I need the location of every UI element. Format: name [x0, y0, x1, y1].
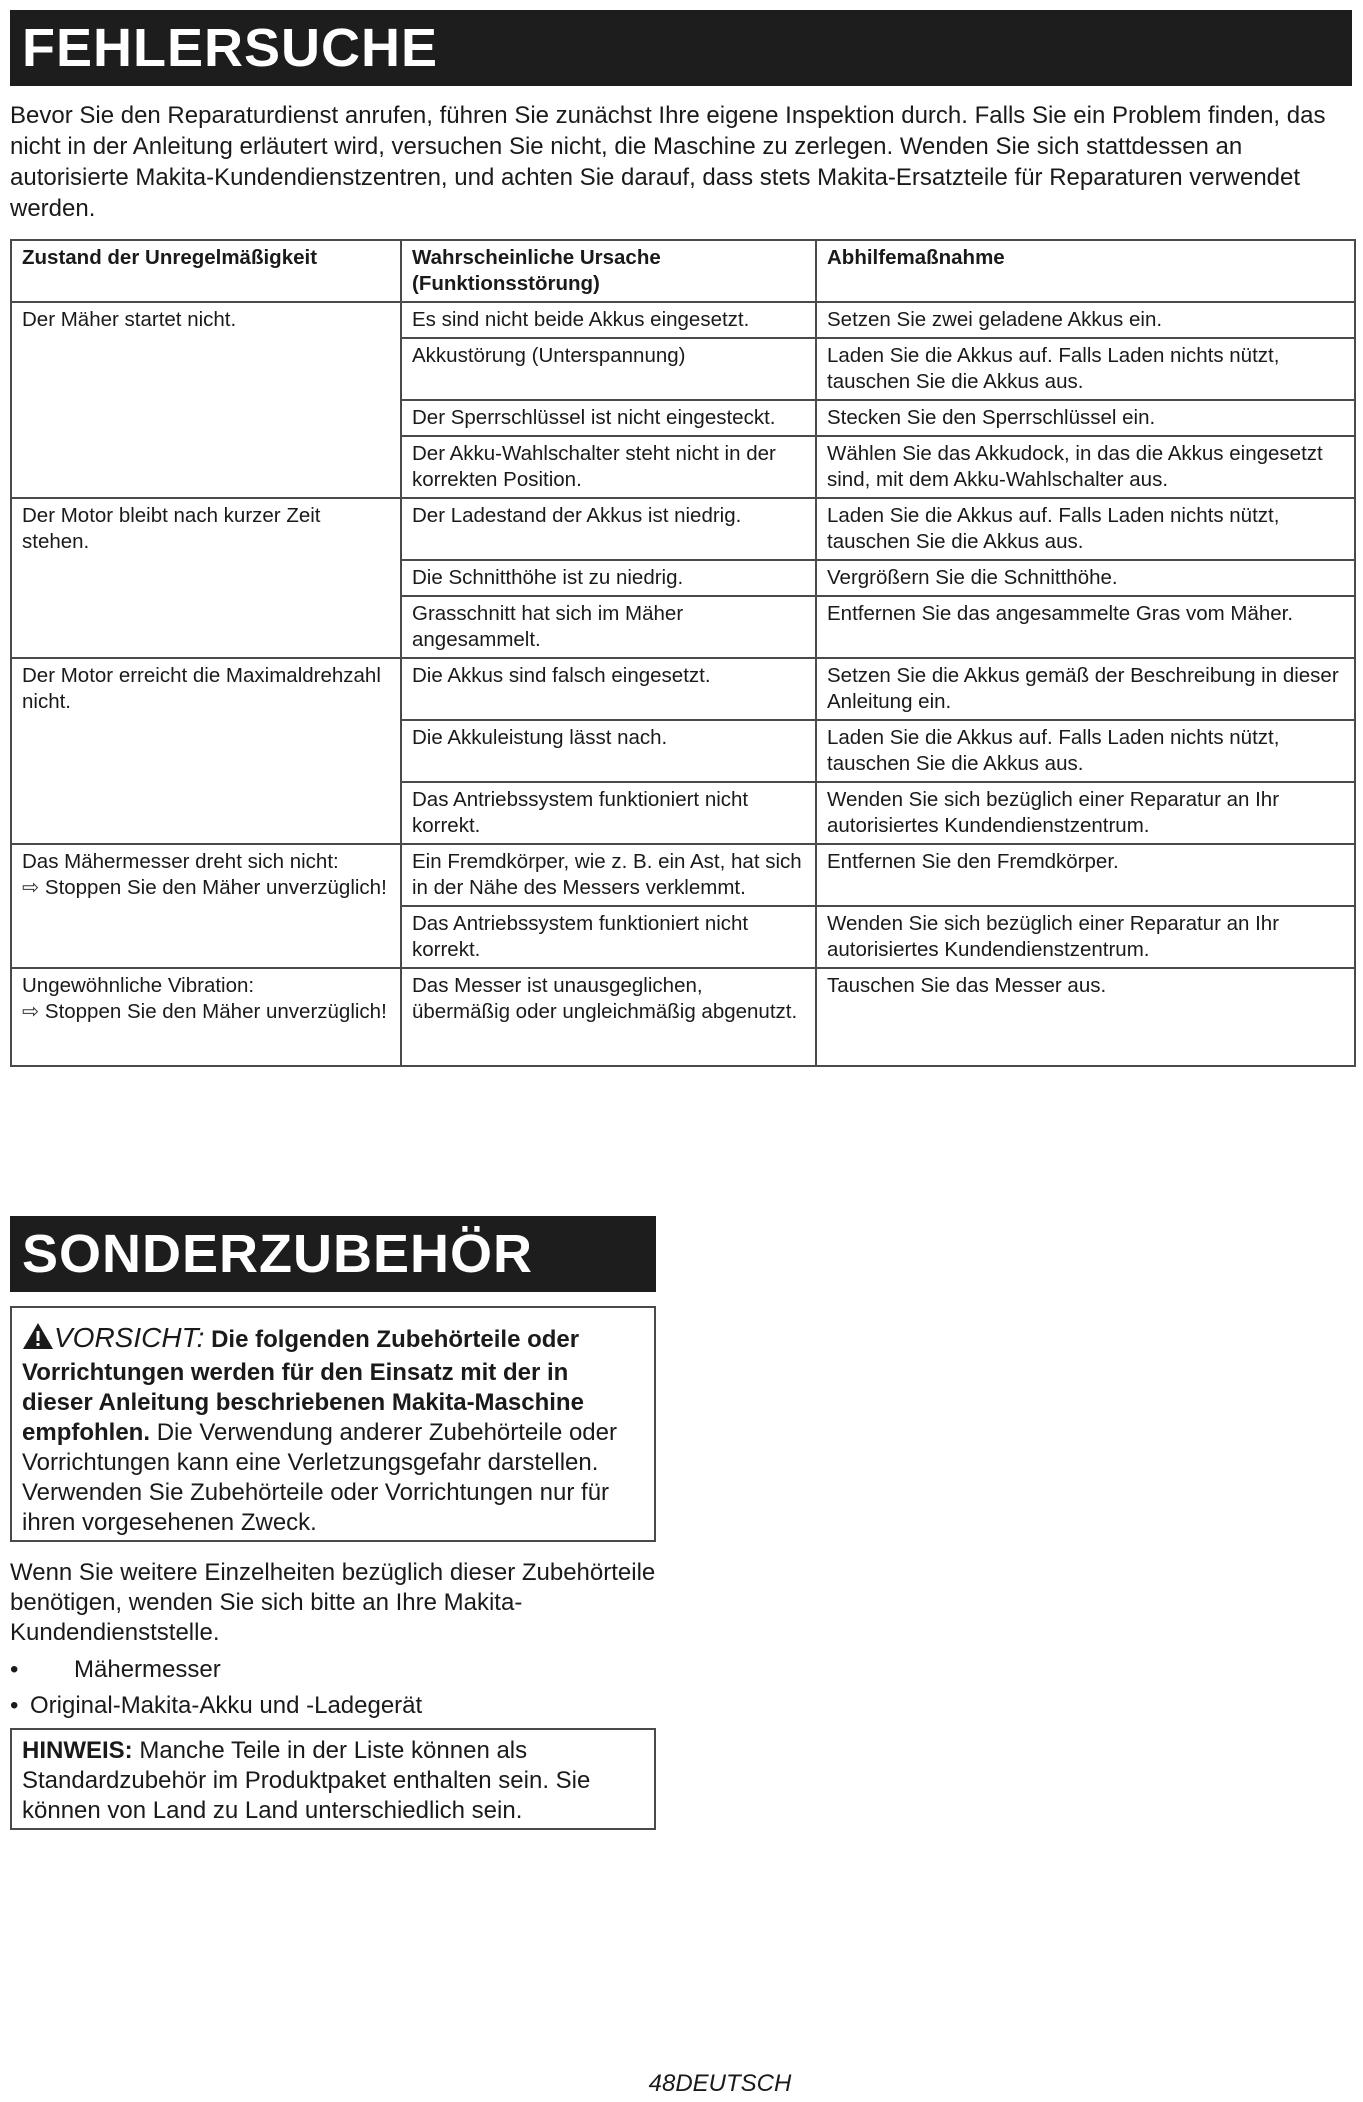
cell-cause: Das Antriebssystem funktioniert nicht korrekt.	[401, 906, 816, 968]
cell-cause: Grasschnitt hat sich im Mäher angesammelt.	[401, 596, 816, 658]
header-remedy: Abhilfemaßnahme	[816, 240, 1355, 302]
cell-remedy: Setzen Sie die Akkus gemäß der Beschreibung in dieser Anleitung ein.	[816, 658, 1355, 720]
table-row	[11, 844, 1355, 906]
troubleshooting-table	[10, 239, 1356, 1067]
caution-bold-text: Die folgenden Zubehörteile oder Vorrichtungen werden für den Einsatz mit der in dieser Anleitung beschriebenen Makita-Maschine empfohlen.	[22, 1326, 584, 1446]
bullet-icon: •	[10, 1656, 19, 1683]
bullet-icon: •	[10, 1692, 19, 1719]
cell-cause: Das Antriebssystem funktioniert nicht korrekt.	[401, 782, 816, 844]
troubleshooting-intro: Bevor Sie den Reparaturdienst anrufen, führen Sie zunächst Ihre eigene Inspektion durch. Falls Sie ein Problem finden, das nicht in der Anleitung erläutert wird, versuchen Sie nicht, die Maschine zu zerlegen. Wenden Sie sich stattdessen an autorisierte Makita-Kundendienstzentren, und achten Sie darauf, dass stets Makita-Ersatzteile für Reparaturen verwendet werden.	[10, 102, 1326, 222]
table-row	[11, 658, 1355, 720]
arrow-right-icon: ⇨	[22, 1000, 40, 1023]
page-footer	[0, 2070, 1363, 2098]
cell-condition	[11, 968, 401, 1066]
cell-cause: Ein Fremdkörper, wie z. B. ein Ast, hat sich in der Nähe des Messers verklemmt.	[401, 844, 816, 906]
cell-cause: Der Akku-Wahlschalter steht nicht in der korrekten Position.	[401, 436, 816, 498]
cell-condition: Der Mäher startet nicht.	[11, 302, 401, 498]
section-title-troubleshooting: FEHLERSUCHE	[10, 10, 1352, 86]
header-cause: Wahrscheinliche Ursache (Funktionsstörung)	[401, 240, 816, 302]
cell-cause: Der Ladestand der Akkus ist niedrig.	[401, 498, 816, 560]
cell-remedy: Entfernen Sie das angesammelte Gras vom Mäher.	[816, 596, 1355, 658]
condition-action	[22, 999, 390, 1025]
accessories-list	[10, 1652, 656, 1724]
condition-text: Das Mähermesser dreht sich nicht:	[22, 850, 339, 873]
cell-remedy: Setzen Sie zwei geladene Akkus ein.	[816, 302, 1355, 338]
accessories-paragraph: Wenn Sie weitere Einzelheiten bezüglich dieser Zubehörteile benötigen, wenden Sie sich bitte an Ihre Makita-Kundendienststelle.	[10, 1559, 656, 1646]
cell-cause: Die Akkuleistung lässt nach.	[401, 720, 816, 782]
cell-remedy: Wenden Sie sich bezüglich einer Reparatur an Ihr autorisiertes Kundendienstzentrum.	[816, 782, 1355, 844]
caution-label: VORSICHT:	[54, 1322, 205, 1353]
cell-remedy: Tauschen Sie das Messer aus.	[816, 968, 1355, 1066]
section-title-accessories: SONDERZUBEHÖR	[10, 1216, 656, 1292]
cell-remedy: Laden Sie die Akkus auf. Falls Laden nichts nützt, tauschen Sie die Akkus aus.	[816, 720, 1355, 782]
cell-condition	[11, 844, 401, 968]
warning-triangle-icon	[22, 1322, 54, 1358]
cell-remedy: Stecken Sie den Sperrschlüssel ein.	[816, 400, 1355, 436]
table-row	[11, 968, 1355, 1066]
cell-cause: Akkustörung (Unterspannung)	[401, 338, 816, 400]
cell-cause: Die Akkus sind falsch eingesetzt.	[401, 658, 816, 720]
note-text: Manche Teile in der Liste können als Standardzubehör im Produktpaket enthalten sein. Sie können von Land zu Land unterschiedlich sein.	[22, 1737, 591, 1824]
caution-box	[10, 1306, 656, 1542]
condition-action-text: Stoppen Sie den Mäher unverzüglich!	[44, 1000, 387, 1023]
table-row	[11, 498, 1355, 560]
page-number: 48	[648, 2070, 676, 2097]
table-header-row	[11, 240, 1355, 302]
condition-action	[22, 875, 390, 901]
list-item	[10, 1688, 656, 1724]
list-item-text: Original-Makita-Akku und -Ladegerät	[30, 1692, 423, 1719]
cell-cause: Die Schnitthöhe ist zu niedrig.	[401, 560, 816, 596]
cell-remedy: Laden Sie die Akkus auf. Falls Laden nichts nützt, tauschen Sie die Akkus aus.	[816, 498, 1355, 560]
cell-cause: Das Messer ist unausgeglichen, übermäßig oder ungleichmäßig abgenutzt.	[401, 968, 816, 1066]
condition-text: Ungewöhnliche Vibration:	[22, 974, 255, 997]
list-item-text: Mähermesser	[74, 1656, 221, 1683]
footer-language: DEUTSCH	[675, 2070, 792, 2097]
list-item	[10, 1652, 656, 1688]
note-label: HINWEIS:	[22, 1737, 133, 1764]
condition-action-text: Stoppen Sie den Mäher unverzüglich!	[44, 876, 387, 899]
table-row	[11, 302, 1355, 338]
arrow-right-icon: ⇨	[22, 876, 40, 899]
cell-condition: Der Motor bleibt nach kurzer Zeit stehen.	[11, 498, 401, 658]
note-box	[10, 1728, 656, 1830]
cell-cause: Es sind nicht beide Akkus eingesetzt.	[401, 302, 816, 338]
cell-remedy: Wählen Sie das Akkudock, in das die Akkus eingesetzt sind, mit dem Akku-Wahlschalter aus.	[816, 436, 1355, 498]
cell-remedy: Vergrößern Sie die Schnitthöhe.	[816, 560, 1355, 596]
cell-remedy: Laden Sie die Akkus auf. Falls Laden nichts nützt, tauschen Sie die Akkus aus.	[816, 338, 1355, 400]
cell-remedy: Wenden Sie sich bezüglich einer Reparatur an Ihr autorisiertes Kundendienstzentrum.	[816, 906, 1355, 968]
cell-remedy: Entfernen Sie den Fremdkörper.	[816, 844, 1355, 906]
header-condition: Zustand der Unregelmäßigkeit	[11, 240, 401, 302]
caution-text: Die Verwendung anderer Zubehörteile oder Vorrichtungen kann eine Verletzungsgefahr darstellen. Verwenden Sie Zubehörteile oder Vorrichtungen nur für ihren vorgesehenen Zweck.	[22, 1419, 617, 1536]
cell-condition: Der Motor erreicht die Maximaldrehzahl nicht.	[11, 658, 401, 844]
cell-cause: Der Sperrschlüssel ist nicht eingesteckt.	[401, 400, 816, 436]
